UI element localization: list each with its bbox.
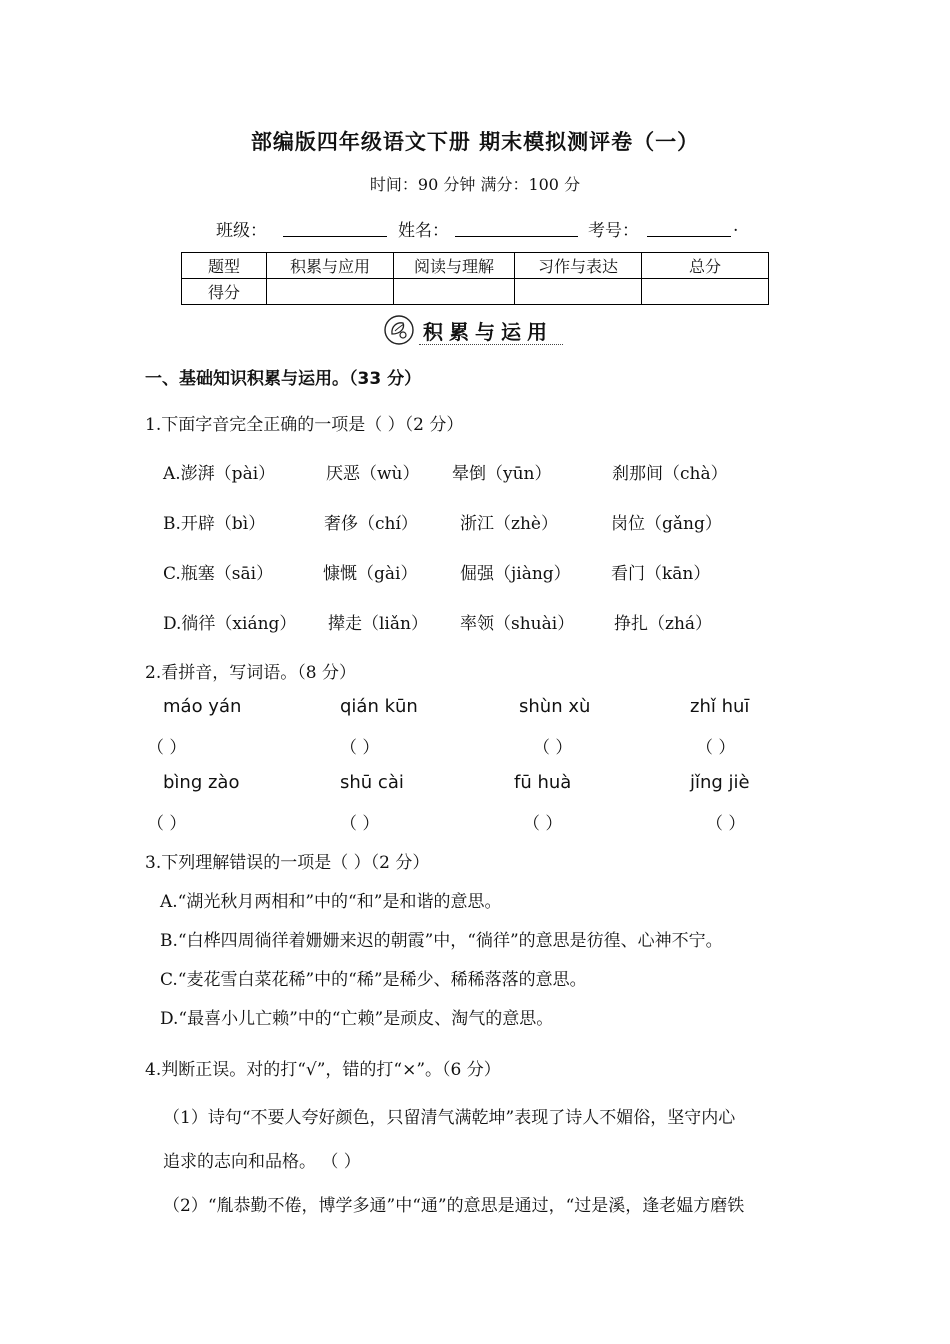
option-b1: B.开辟（bì） [163,514,266,534]
option-a4: 刹那间（chà） [612,464,728,484]
answer-bracket[interactable]: （ ） [523,814,563,834]
score-header-cell: 习作与表达 [515,253,642,279]
score-row-label: 得分 [182,279,267,305]
option-c1: C.瓶塞（sāi） [163,564,274,584]
section-heading: 一、基础知识积累与运用。（33 分） [145,369,422,389]
score-header-cell: 阅读与理解 [394,253,515,279]
q3-option-c: C.“麦花雪白菜花稀”中的“稀”是稀少、稀稀落落的意思。 [160,970,587,990]
answer-bracket[interactable]: （ ） [147,738,187,758]
q3-option-a: A.“湖光秋月两相和”中的“和”是和谐的意思。 [160,892,502,912]
class-blank[interactable] [283,218,387,237]
pinyin-item: máo yán [163,696,242,717]
option-b3: 浙江（zhè） [460,514,558,534]
score-header-cell: 积累与应用 [267,253,394,279]
class-label: 班级： [216,221,267,241]
question-4-stem: 4.判断正误。对的打“√”，错的打“×”。（6 分） [145,1060,501,1080]
exam-meta: 时间：90 分钟 满分：100 分 [369,175,581,194]
name-blank[interactable] [455,218,578,237]
score-table-header-row [182,253,769,279]
option-c3: 倔强（jiàng） [460,564,571,584]
q3-option-b: B.“白桦四周徜徉着姗姗来迟的朝霞”中，“徜徉”的意思是彷徨、心神不宁。 [160,931,723,951]
pinyin-item: bìng zào [163,772,240,793]
pinyin-item: shū cài [340,772,404,793]
option-a2: 厌恶（wù） [326,464,420,484]
pinyin-item: zhǐ huī [690,696,750,717]
question-1-stem: 1.下面字音完全正确的一项是（ ）（2 分） [145,415,464,435]
number-blank[interactable] [647,218,731,237]
score-header-cell: 总分 [642,253,769,279]
name-label: 姓名： [398,221,449,241]
answer-bracket[interactable]: （ ） [340,738,380,758]
option-b2: 奢侈（chí） [324,514,418,534]
page-title: 部编版四年级语文下册 期末模拟测评卷（一） [250,130,700,154]
q4-item-2: （2）“胤恭勤不倦，博学多通”中“通”的意思是通过，“过是溪，逢老媪方磨铁 [163,1196,745,1216]
score-cell[interactable] [515,279,642,305]
pinyin-item: shùn xù [519,696,591,717]
section-banner [383,314,563,346]
q4-item-1-cont: 追求的志向和品格。 （ ） [163,1152,361,1172]
option-a3: 晕倒（yūn） [452,464,552,484]
score-cell[interactable] [394,279,515,305]
option-a1: A.澎湃（pài） [163,464,276,484]
q3-option-d: D.“最喜小儿亡赖”中的“亡赖”是顽皮、淘气的意思。 [160,1009,554,1029]
pinyin-item: qián kūn [340,696,418,717]
score-header-cell: 题型 [182,253,267,279]
answer-bracket[interactable]: （ ） [147,814,187,834]
pinyin-item: fū huà [514,772,572,793]
option-d1: D.徜徉（xiáng） [163,614,297,634]
flower-icon [383,314,415,346]
option-c2: 慷慨（gài） [323,564,418,584]
number-label: 考号： [588,221,639,241]
banner-underline [419,344,563,345]
score-cell[interactable] [267,279,394,305]
answer-bracket[interactable]: （ ） [340,814,380,834]
banner-text: 积累与运用 [423,320,553,344]
score-table [181,252,769,305]
number-period: . [733,216,739,236]
option-d4: 挣扎（zhá） [614,614,713,634]
question-3-stem: 3.下列理解错误的一项是（ ）（2 分） [145,853,430,873]
option-c4: 看门（kān） [611,564,711,584]
pinyin-item: jǐng jiè [690,772,750,793]
answer-bracket[interactable]: （ ） [533,738,573,758]
answer-bracket[interactable]: （ ） [696,738,736,758]
question-2-stem: 2.看拼音，写词语。（8 分） [145,663,356,683]
score-cell[interactable] [642,279,769,305]
option-d3: 率领（shuài） [460,614,575,634]
option-b4: 岗位（gǎng） [611,514,722,534]
q4-item-1: （1）诗句“不要人夸好颜色，只留清气满乾坤”表现了诗人不媚俗，坚守内心 [163,1108,736,1128]
score-table-row [182,279,769,305]
option-d2: 撵走（liǎn） [328,614,428,634]
answer-bracket[interactable]: （ ） [706,814,746,834]
